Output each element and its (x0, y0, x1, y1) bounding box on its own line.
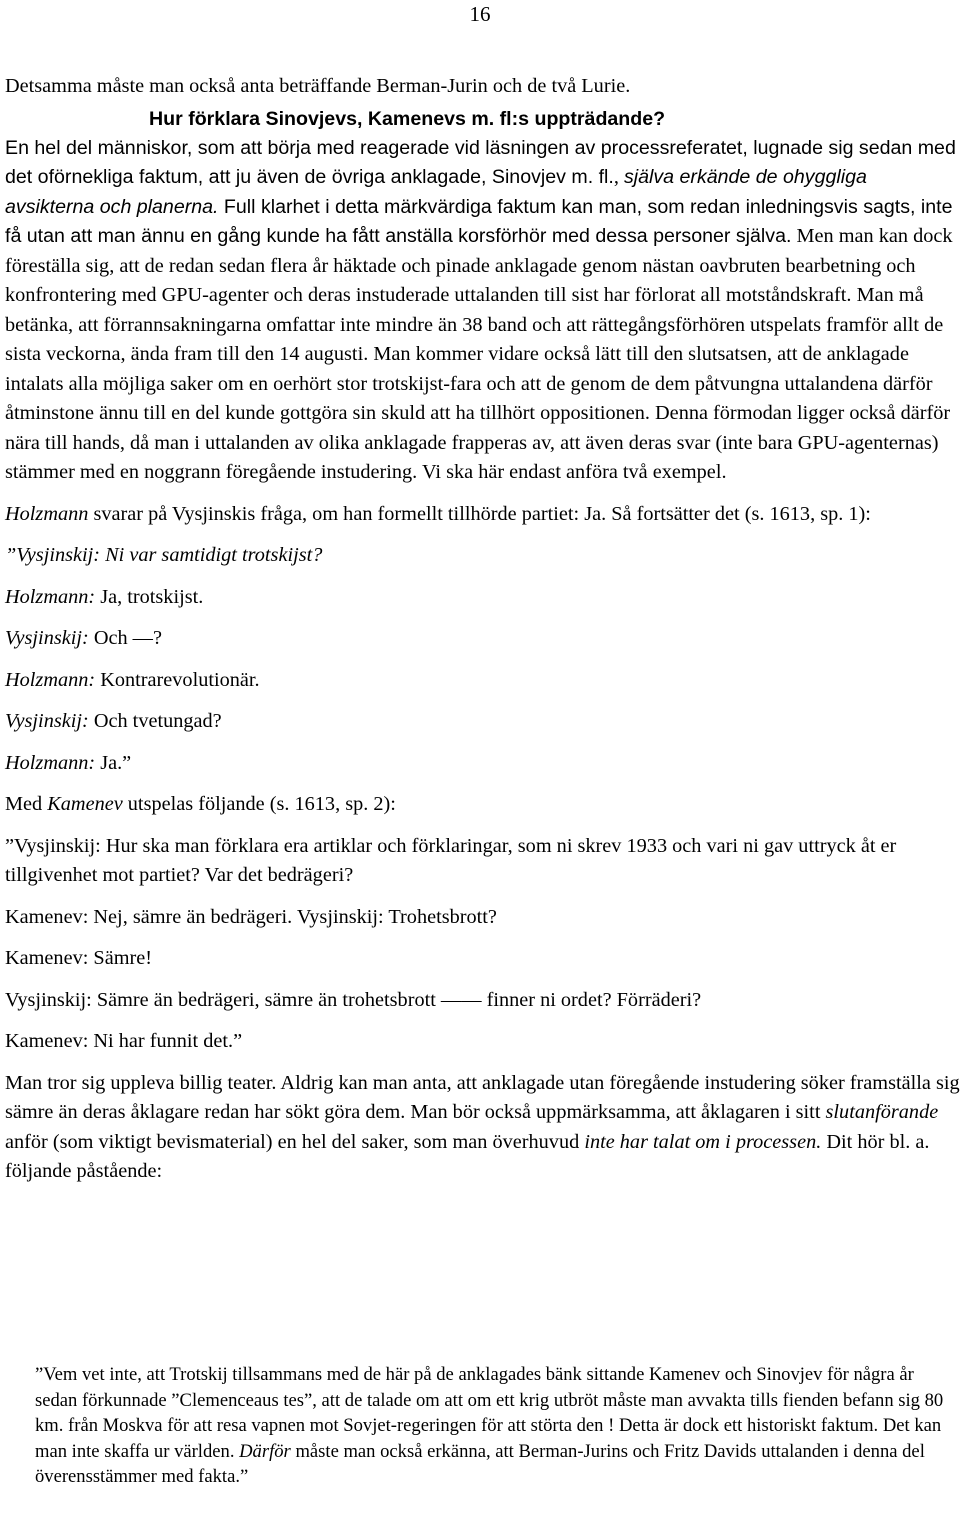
paragraph-1: Detsamma måste man också anta beträffande Berman-Jurin och de två Lurie. (5, 75, 631, 97)
paragraph-5 (5, 1069, 960, 1187)
dialog1-line-3 (5, 624, 960, 654)
dialog1-line-5-text: Och tvetungad? (88, 710, 222, 732)
dialog1-line-1-text: ”Vysjinskij: Ni var samtidigt trotskijst? (5, 544, 323, 566)
dialog1-line-1 (5, 541, 960, 571)
paragraph-2-serif-e: Men man kan dock föreställa sig, att de redan sedan flera år häktade och pinade anklagade genom nästan oavbruten bearbetning och konfrontering med GPU-agenter och deras instuderade uttalanden till sist har förlorat all motståndskraft. Man må betänka, att förrannsakningarna omfattar inte mindre än 38 band och att rättegångsförhören utspelats framför allt de sista veckorna, ända fram till den 14 augusti. Man kommer vidare också lätt till den slutsatsen, att de anklagade intalats alla möjliga saker om en oerhört stor trotskijst-fara och att de genom de dem påtvungna uttalandena därför åtminstone ännu till en del kunde gottgöra sin skuld att ha tillhört oppositionen. Denna förmodan ligger också därför nära till hands, då man i uttalanden av olika anklagade frapperas av, att även deras svar (inte bara GPU-agenternas) stämmer med en noggrann föregående instudering. Vi ska här endast anföra två exempel. (5, 225, 953, 483)
paragraph-5-italic-d: inte har talat om i processen. (584, 1130, 822, 1153)
dialog1-line-2-speaker: Holzmann: (5, 585, 96, 608)
paragraph-5-a: Man tror sig uppleva billig teater. Aldrig kan man anta, att anklagade utan föregående instudering söker framställa sig sämre än deras åklagare redan har sökt göra dem. Man bör också uppmärksamma, att åklagaren i sitt (5, 1071, 960, 1123)
section-heading: Hur förklara Sinovjevs, Kamenevs m. fl:s uppträdande? (149, 107, 666, 130)
paragraph-2-serif-b: , (613, 166, 624, 188)
paragraph-2-italic-c: själva erkände de ohyggliga avsikterna och planerna. (5, 166, 867, 218)
paragraph-4-name: Kamenev (47, 793, 123, 815)
paragraph-2-sans-a: En hel del människor, som att börja med reagerade vid läsningen av processreferatet, lugnade sig sedan med det oförnekliga faktum, att ju även de övriga anklagade, Sinovjev m. fl. (5, 136, 956, 188)
block-quote (35, 1362, 960, 1490)
dialog1-line-6 (5, 749, 960, 779)
paragraph-3-name: Holzmann (5, 502, 89, 525)
dialog2-line-2: Kamenev: Nej, sämre än bedrägeri. Vysjinskij: Trohetsbrott? (5, 905, 497, 928)
block-quote-c: måste man också erkänna, att Berman-Jurins och Fritz Davids uttalanden i denna del överensstämmer med fakta.” (35, 1440, 925, 1487)
paragraph-3-text: svarar på Vysjinskis fråga, om han formellt tillhörde partiet: Ja. Så fortsätter det (s. 1613, sp. 1): (88, 502, 871, 525)
paragraph-5-c: anför (som viktigt bevismaterial) en hel del saker, som man överhuvud (5, 1130, 585, 1153)
dialog2-line-3: Kamenev: Sämre! (5, 947, 152, 969)
dialog1-line-2 (5, 583, 960, 613)
dialog1-line-4-text: Kontrarevolutionär. (95, 668, 260, 691)
dialog1-line-5 (5, 707, 960, 737)
paragraph-4-c: utspelas följande (s. 1613, sp. 2): (122, 793, 396, 815)
paragraph-4-a: Med (5, 793, 48, 815)
dialog2-line-5: Kamenev: Ni har funnit det.” (5, 1030, 243, 1052)
paragraph-3 (5, 500, 960, 530)
paragraph-5-italic-b: slutanförande (825, 1101, 939, 1123)
page-body (5, 72, 960, 1187)
dialog2-line-1: ”Vysjinskij: Hur ska man förklara era artiklar och förklaringar, som ni skrev 1933 och vari ni gav uttryck åt er tillgivenhet mot partiet? Var det bedrägeri? (5, 834, 897, 886)
paragraph-5-e: Dit hör bl. a. följande påstående: (5, 1130, 930, 1182)
block-quote-a: ”Vem vet inte, att Trotskij tillsammans med de här på de anklagades bänk sittande Kamenev och Sinovjev för några år sedan förkunnade ”Clemenceaus tes”, att de talade om att om ett krig utbröt måste man avvakta tills fienden befann sig 80 km. från Moskva för att resa vapnen mot Sovjet-regeringen för att störta den ! Detta är dock ett historiskt faktum. Det kan man inte skaffa ur världen. (35, 1364, 944, 1462)
dialog1-line-2-text: Ja, trotskijst. (95, 585, 204, 608)
dialog1-line-4-speaker: Holzmann: (5, 668, 96, 691)
paragraph-2 (5, 134, 960, 488)
dialog1-line-3-speaker: Vysjinskij: (5, 627, 89, 649)
dialog2-line-4: Vysjinskij: Sämre än bedrägeri, sämre än trohetsbrott —— finner ni ordet? Förräderi? (5, 988, 702, 1011)
page-number: 16 (469, 2, 491, 26)
dialog1-line-6-speaker: Holzmann: (5, 751, 96, 774)
paragraph-4 (5, 790, 960, 820)
dialog1-line-5-speaker: Vysjinskij: (5, 710, 89, 732)
dialog1-line-4 (5, 666, 960, 696)
block-quote-italic: Därför (239, 1440, 291, 1462)
dialog1-line-3-text: Och —? (88, 627, 162, 649)
dialog1-line-6-text: Ja.” (95, 751, 132, 774)
paragraph-2-sans-d: Full klarhet i detta märkvärdiga faktum kan man, som redan inledningsvis sagts, inte få utan att man ännu en gång kunde ha fått anställa korsförhör med dessa personer själva. (5, 195, 953, 247)
